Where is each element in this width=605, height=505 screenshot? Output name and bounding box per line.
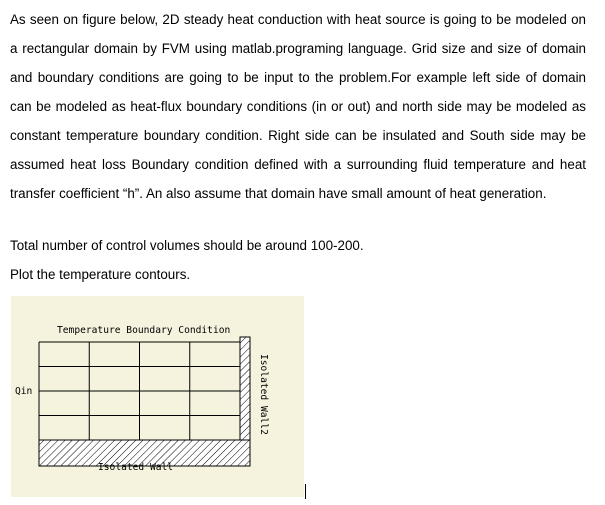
control-volumes-line: Total number of control volumes should be around 100-200. — [10, 238, 364, 253]
domain-diagram — [11, 296, 304, 497]
problem-paragraph: As seen on figure below, 2D steady heat conduction with heat source is going to be modeled on a rectangular domain by FVM using matlab.programing language. Grid size and size of domain and boundary conditions are going to be input to the problem.For example left side of domain can be modeled as heat-flux boundary conditions (in or out) and north side may be modeled as constant temperature boundary condition. Right side can be insulated and South side may be assumed heat loss Boundary condition defined with a surrounding fluid temperature and heat transfer coefficient “h”. An also assume that domain have small amount of heat generation. — [10, 12, 586, 201]
top-boundary-label: Temperature Boundary Condition — [57, 325, 231, 336]
plot-instruction-line: Plot the temperature contours. — [10, 267, 191, 282]
domain-figure — [11, 296, 304, 497]
right-boundary-label: Isolated Wall2 — [258, 354, 269, 435]
bottom-boundary-label: Isolated Wall — [98, 462, 174, 473]
left-boundary-label: Qin — [15, 386, 33, 397]
text-cursor — [305, 484, 306, 499]
